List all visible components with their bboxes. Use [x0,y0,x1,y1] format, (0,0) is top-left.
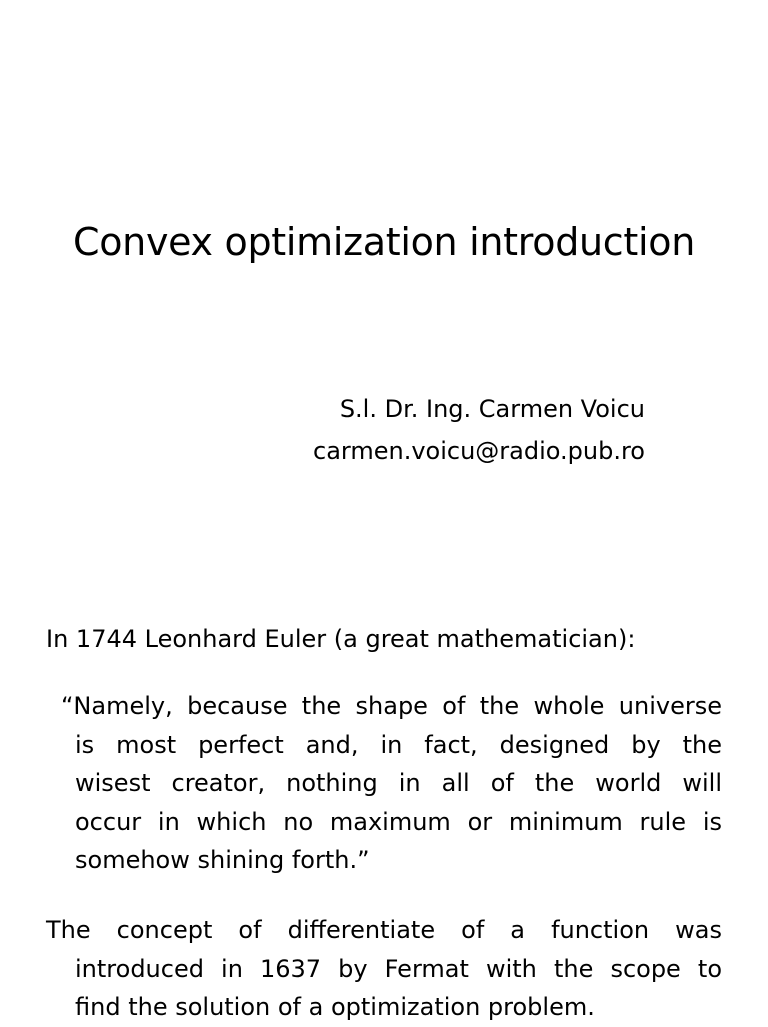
quote-line: somehow shining forth.” [75,846,370,874]
paragraph-line: The concept of differentiate of a function was [46,916,722,944]
euler-quote [61,687,722,880]
intro-text: In 1744 Leonhard Euler (a great mathematician): [46,625,636,653]
quote-line: wisest creator, nothing in all of the world will [75,769,722,797]
fermat-paragraph [46,911,722,1027]
quote-line: occur in which no maximum or minimum rule is [75,807,722,836]
quote-line: is most perfect and, in fact, designed by the [75,730,722,759]
author-email: carmen.voicu@radio.pub.ro [313,437,645,465]
quote-line: “Namely, because the shape of the whole universe [61,692,722,720]
author-name: S.l. Dr. Ing. Carmen Voicu [339,395,645,423]
paragraph-line: find the solution of a optimization problem. [75,993,595,1021]
author-block [313,388,645,472]
slide-title: Convex optimization introduction [72,220,695,264]
paragraph-line: introduced in 1637 by Fermat with the scope to [75,954,722,983]
content-slide [0,576,768,1024]
